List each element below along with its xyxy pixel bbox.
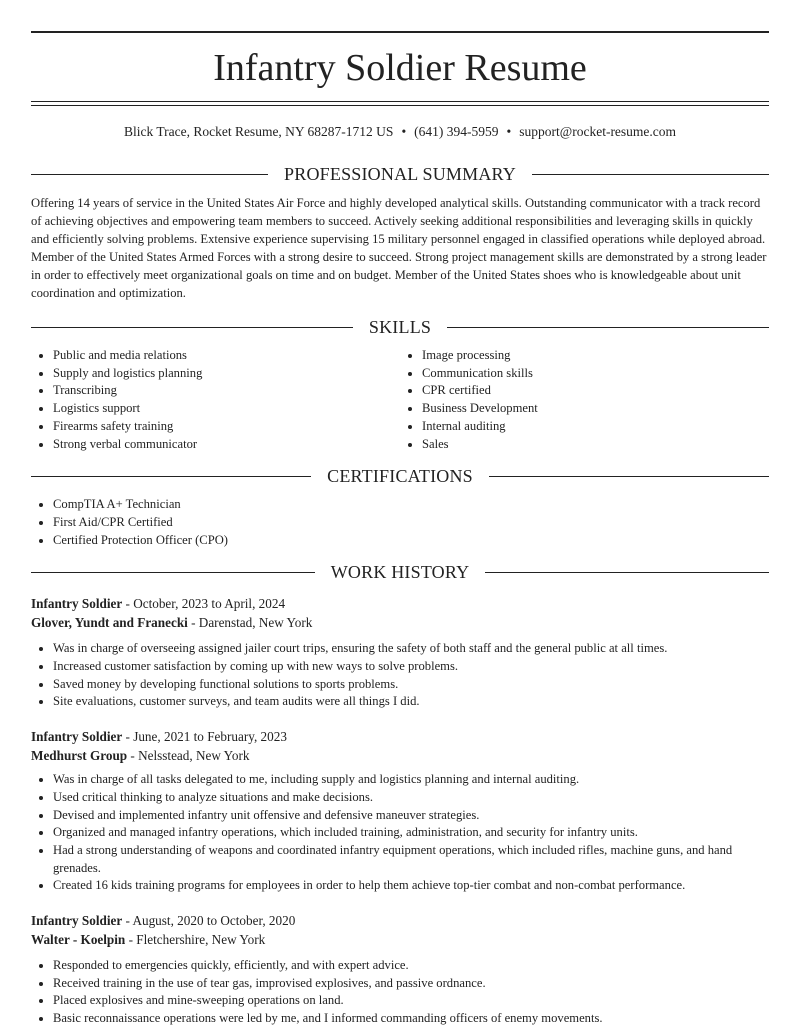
contact-email: support@rocket-resume.com <box>519 124 677 139</box>
contact-address: Blick Trace, Rocket Resume, NY 68287-1712 US <box>123 124 394 139</box>
skill-item: • Business Development <box>422 400 769 418</box>
title-double-rule <box>31 101 769 106</box>
certifications-heading-label: CERTIFICATIONS <box>327 466 473 487</box>
job-company-line <box>31 746 769 765</box>
job-title-line <box>31 727 769 746</box>
job-bullet: • Had a strong understanding of weapons and coordinated infantry equipment operations, which included rifles, machine guns, and hand grenades. <box>53 842 769 877</box>
job-company-line <box>31 613 769 632</box>
job-company: Glover, Yundt and Franecki <box>31 615 188 631</box>
skill-item: • Supply and logistics planning <box>53 365 400 383</box>
job-location: - Darenstad, New York <box>187 615 313 631</box>
skill-item: • Public and media relations <box>53 347 400 365</box>
page-title: Infantry Soldier Resume <box>213 47 587 89</box>
summary-heading-label: PROFESSIONAL SUMMARY <box>284 164 516 184</box>
job-bullet: • Increased customer satisfaction by coming up with new ways to solve problems. <box>53 658 769 676</box>
job-bullet: • Site evaluations, customer surveys, and team audits were all things I did. <box>53 693 769 711</box>
skill-item: • Sales <box>422 436 769 454</box>
job-bullet: • Devised and implemented infantry unit offensive and defensive maneuver strategies. <box>53 807 769 825</box>
work-history-section-heading <box>31 561 769 583</box>
job-bullet: • Was in charge of overseeing assigned jailer court trips, ensuring the safety of both staff and the general public at all times. <box>53 640 769 658</box>
job-title-line <box>31 911 769 930</box>
heading-rule-right <box>532 174 769 175</box>
contact-line <box>31 123 769 141</box>
heading-rule-right <box>447 327 769 328</box>
resume-page <box>31 0 769 1028</box>
job-bullet: • Used critical thinking to analyze situations and make decisions. <box>53 789 769 807</box>
job-role: Infantry Soldier <box>31 729 123 745</box>
certification-item: • CompTIA A+ Technician <box>53 496 769 514</box>
heading-rule-left <box>31 572 315 573</box>
job-role: Infantry Soldier <box>31 913 123 929</box>
job-bullet: • Organized and managed infantry operations, which included training, administration, and security for infantry units. <box>53 824 769 842</box>
skill-item: • Internal auditing <box>422 418 769 436</box>
job-dates: - June, 2021 to February, 2023 <box>122 729 287 745</box>
summary-section-heading <box>31 163 769 185</box>
heading-rule-right <box>489 476 769 477</box>
job-entry <box>31 727 769 895</box>
certifications-list <box>31 496 769 549</box>
job-title-line <box>31 594 769 613</box>
job-bullets <box>31 771 769 895</box>
job-bullets <box>31 640 769 711</box>
skills-column-left <box>31 347 400 453</box>
job-location: - Fletchershire, New York <box>125 932 266 948</box>
heading-rule-right <box>485 572 769 573</box>
skill-item: • Transcribing <box>53 382 400 400</box>
certifications-section-heading <box>31 465 769 487</box>
skill-item: • Logistics support <box>53 400 400 418</box>
heading-rule-left <box>31 327 353 328</box>
job-bullets <box>31 957 769 1028</box>
job-bullet: • Saved money by developing functional solutions to sports problems. <box>53 676 769 694</box>
contact-separator: • <box>401 124 407 139</box>
skills-section-heading <box>31 316 769 338</box>
skills-heading-label: SKILLS <box>368 317 432 337</box>
job-bullet: • Was in charge of all tasks delegated to me, including supply and logistics planning and internal auditing. <box>53 771 769 789</box>
skill-item: • Image processing <box>422 347 769 365</box>
job-location: - Nelsstead, New York <box>127 748 250 764</box>
job-dates: - October, 2023 to April, 2024 <box>122 596 286 612</box>
job-bullet: • Responded to emergencies quickly, efficiently, and with expert advice. <box>53 957 769 975</box>
skill-item: • CPR certified <box>422 382 769 400</box>
job-bullet: • Received training in the use of tear gas, improvised explosives, and passive ordnance. <box>53 975 769 993</box>
job-company-line <box>31 930 769 949</box>
heading-rule-left <box>31 476 311 477</box>
job-dates: - August, 2020 to October, 2020 <box>122 913 296 929</box>
job-entry <box>31 911 769 1028</box>
job-bullet: • Created 16 kids training programs for employees in order to help them achieve top-tier combat and non-combat performance. <box>53 877 769 895</box>
certification-item: • Certified Protection Officer (CPO) <box>53 532 769 550</box>
skill-item: • Firearms safety training <box>53 418 400 436</box>
contact-separator: • <box>506 124 512 139</box>
skills-list <box>31 347 769 453</box>
heading-rule-left <box>31 174 268 175</box>
skill-item: • Strong verbal communicator <box>53 436 400 454</box>
job-bullet: • Basic reconnaissance operations were led by me, and I informed commanding officers of enemy movements. <box>53 1010 769 1028</box>
certification-item: • First Aid/CPR Certified <box>53 514 769 532</box>
summary-paragraph: Offering 14 years of service in the United States Air Force and highly developed analytical skills. Outstanding communicator with a track record of achieving objectives and empowering team members to succeed. Actively seeking additional responsibilities and leveraging skills in quickly and efficiently solving problems. Extensive experience supervising 15 military personnel engaged in classified operations while deployed abroad. Member of the United States Armed Forces with a strong desire to succeed. Strong project management skills are demonstrated by a strong leader in order to effectively meet organizational goals on time and on budget. Member of the United States shoes who is knowledgeable about unit coordination and optimization. <box>31 196 767 300</box>
work-history-heading-label: WORK HISTORY <box>330 562 470 583</box>
contact-phone: (641) 394-5959 <box>414 124 499 139</box>
job-entry <box>31 594 769 711</box>
skills-column-right <box>400 347 769 453</box>
skill-item: • Communication skills <box>422 365 769 383</box>
job-company: Medhurst Group <box>31 748 128 764</box>
job-bullet: • Placed explosives and mine-sweeping operations on land. <box>53 992 769 1010</box>
job-role: Infantry Soldier <box>31 596 123 612</box>
job-company: Walter - Koelpin <box>31 932 126 948</box>
